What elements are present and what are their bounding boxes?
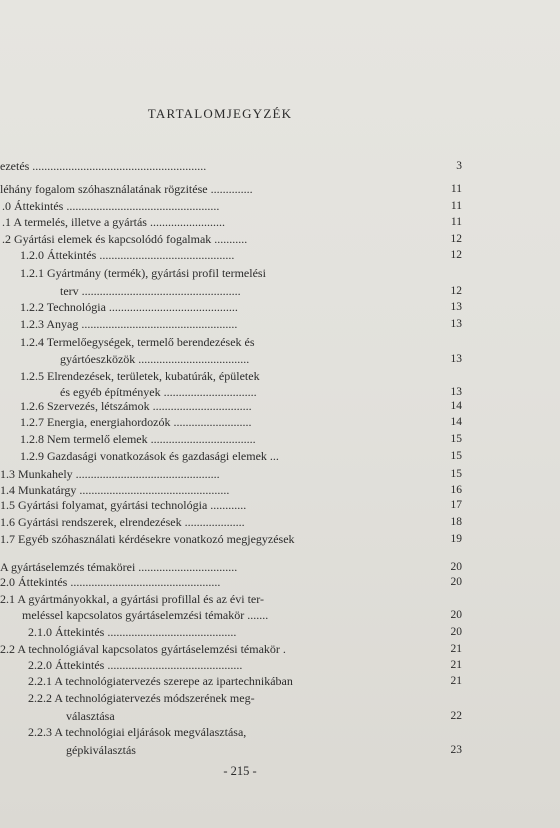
toc-entry-page: 13 [450, 353, 462, 365]
toc-entry [0, 334, 500, 350]
toc-entry [0, 559, 500, 575]
toc-entry [0, 673, 500, 689]
toc-entry [0, 591, 500, 607]
toc-entry-text: gépkiválasztás [66, 743, 136, 757]
toc-entry [0, 283, 500, 299]
toc-entry-page: 12 [450, 233, 462, 245]
toc-entry-text: 2.0 Áttekintés .................................................. [0, 575, 221, 589]
toc-entry [0, 466, 500, 482]
toc-entry-text: és egyéb építmények ............................... [60, 385, 257, 399]
toc-entry-page: 11 [450, 216, 462, 228]
toc-entry [0, 690, 500, 706]
toc-entry [0, 299, 500, 315]
toc-entry-text: 1.4 Munkatárgy .................................................. [0, 483, 230, 497]
toc-entry [0, 247, 500, 263]
toc-entry-page: 13 [450, 318, 462, 330]
toc-entry-page: 21 [450, 643, 462, 655]
toc-entry-text: 1.2.4 Termelőegységek, termelő berendezések és [20, 335, 255, 349]
toc-entry-text: 1.2.2 Technológia ........................................... [20, 300, 238, 314]
toc-entry [0, 431, 500, 447]
toc-entry-page: 15 [450, 433, 462, 445]
toc-entry [0, 316, 500, 332]
toc-entry [0, 607, 500, 623]
toc-entry-text: 1.2.7 Energia, energiahordozók .......................... [20, 415, 252, 429]
toc-entry-page: 3 [456, 160, 462, 172]
toc-entry-page: 20 [450, 576, 462, 588]
toc-entry-page: 13 [450, 301, 462, 313]
toc-entry-page: 17 [450, 499, 462, 511]
toc-entry [0, 742, 500, 758]
toc-entry-page: 13 [450, 386, 462, 398]
toc-entry-page: 15 [450, 468, 462, 480]
toc-entry-text: 1.7 Egyéb szóhasználati kérdésekre vonatkozó megjegyzések [0, 532, 295, 546]
toc-entry [0, 265, 500, 281]
toc-entry-text: 2.2.2 A technológiatervezés módszerének meg- [28, 691, 255, 705]
toc-entry [0, 398, 500, 414]
toc-entry [0, 531, 500, 547]
toc-entry-text: 1.2.0 Áttekintés ............................................. [20, 248, 235, 262]
toc-entry-text: 2.1 A gyártmányokkal, a gyártási profillal és az évi ter- [0, 592, 265, 606]
toc-entry-page: 20 [450, 561, 462, 573]
toc-entry-text: 2.2 A technológiával kapcsolatos gyártáselemzési témakör . [0, 642, 286, 656]
toc-entry-text: 1.2.8 Nem termelő elemek ................................... [20, 432, 256, 446]
toc-entry [0, 497, 500, 513]
toc-entry-page: 14 [450, 416, 462, 428]
toc-entry-page: 20 [450, 626, 462, 638]
toc-entry-text: 2.2.3 A technológiai eljárások megválasztása, [28, 725, 247, 739]
toc-entry [0, 482, 500, 498]
toc-entry [0, 214, 500, 230]
toc-entry-text: 1.2.9 Gazdasági vonatkozások és gazdasági elemek ... [20, 449, 279, 463]
toc-entry-text: .0 Áttekintés ................................................... [2, 199, 220, 213]
toc-entry [0, 574, 500, 590]
page-number-footer: - 215 - [223, 764, 257, 778]
toc-entry-text: 1.2.5 Elrendezések, területek, kubatúrák, épületek [20, 369, 260, 383]
toc-entry-page: 14 [450, 400, 462, 412]
toc-entry-page: 21 [450, 675, 462, 687]
toc-entry-text: terv ..................................................... [60, 284, 241, 298]
toc-entry-page: 19 [450, 533, 462, 545]
toc-entry-text: léhány fogalom szóhasználatának rögzitése .............. [0, 182, 253, 196]
toc-entry-text: gyártóeszközök ..................................... [60, 352, 250, 366]
toc-entry-page: 20 [450, 609, 462, 621]
toc-entry-page: 12 [450, 285, 462, 297]
page-title: TARTALOMJEGYZÉK [147, 106, 293, 121]
toc-entry [0, 158, 500, 174]
toc-entry [0, 198, 500, 214]
toc-entry [0, 641, 500, 657]
toc-entry [0, 368, 500, 384]
toc-entry [0, 448, 500, 464]
toc-entry [0, 414, 500, 430]
toc-entry [0, 351, 500, 367]
toc-entry-text: 2.2.0 Áttekintés ............................................. [28, 658, 243, 672]
toc-entry-page: 18 [450, 516, 462, 528]
toc-entry-text: A gyártáselemzés témakörei ................................. [0, 560, 238, 574]
toc-entry-text: 1.2.1 Gyártmány (termék), gyártási profil termelési [20, 266, 266, 280]
toc-entry-text: 2.1.0 Áttekintés ........................................... [28, 625, 237, 639]
toc-entry-page: 11 [450, 200, 462, 212]
toc-entry-page: 15 [450, 450, 462, 462]
toc-entry-text: ezetés .......................................................... [0, 159, 207, 173]
toc-entry-page: 11 [450, 183, 462, 195]
toc-entry-text: 1.2.3 Anyag .................................................... [20, 317, 238, 331]
toc-entry [0, 181, 500, 197]
toc-entry-text: 1.2.6 Szervezés, létszámok ................................. [20, 399, 252, 413]
toc-entry [0, 514, 500, 530]
toc-entry-text: 1.6 Gyártási rendszerek, elrendezések .................... [0, 515, 245, 529]
toc-entry-text: 2.2.1 A technológiatervezés szerepe az ipartechnikában [28, 674, 293, 688]
toc-entry-page: 12 [450, 249, 462, 261]
toc-entry-page: 22 [450, 710, 462, 722]
toc-entry-page: 23 [450, 744, 462, 756]
toc-entry-text: .2 Gyártási elemek és kapcsolódó fogalmak ........... [2, 232, 248, 246]
toc-entry [0, 657, 500, 673]
toc-entry-text: 1.5 Gyártási folyamat, gyártási technológia ............ [0, 498, 247, 512]
toc-entry-text: meléssel kapcsolatos gyártáselemzési témakör ....... [22, 608, 269, 622]
toc-entry-text: választása [66, 709, 115, 723]
toc-entry-page: 21 [450, 659, 462, 671]
toc-entry [0, 231, 500, 247]
toc-entry [0, 708, 500, 724]
toc-entry-text: 1.3 Munkahely ................................................ [0, 467, 220, 481]
toc-entry-text: .1 A termelés, illetve a gyártás ......................... [2, 215, 225, 229]
toc-entry-page: 16 [450, 484, 462, 496]
toc-entry [0, 624, 500, 640]
toc-entry [0, 724, 500, 740]
